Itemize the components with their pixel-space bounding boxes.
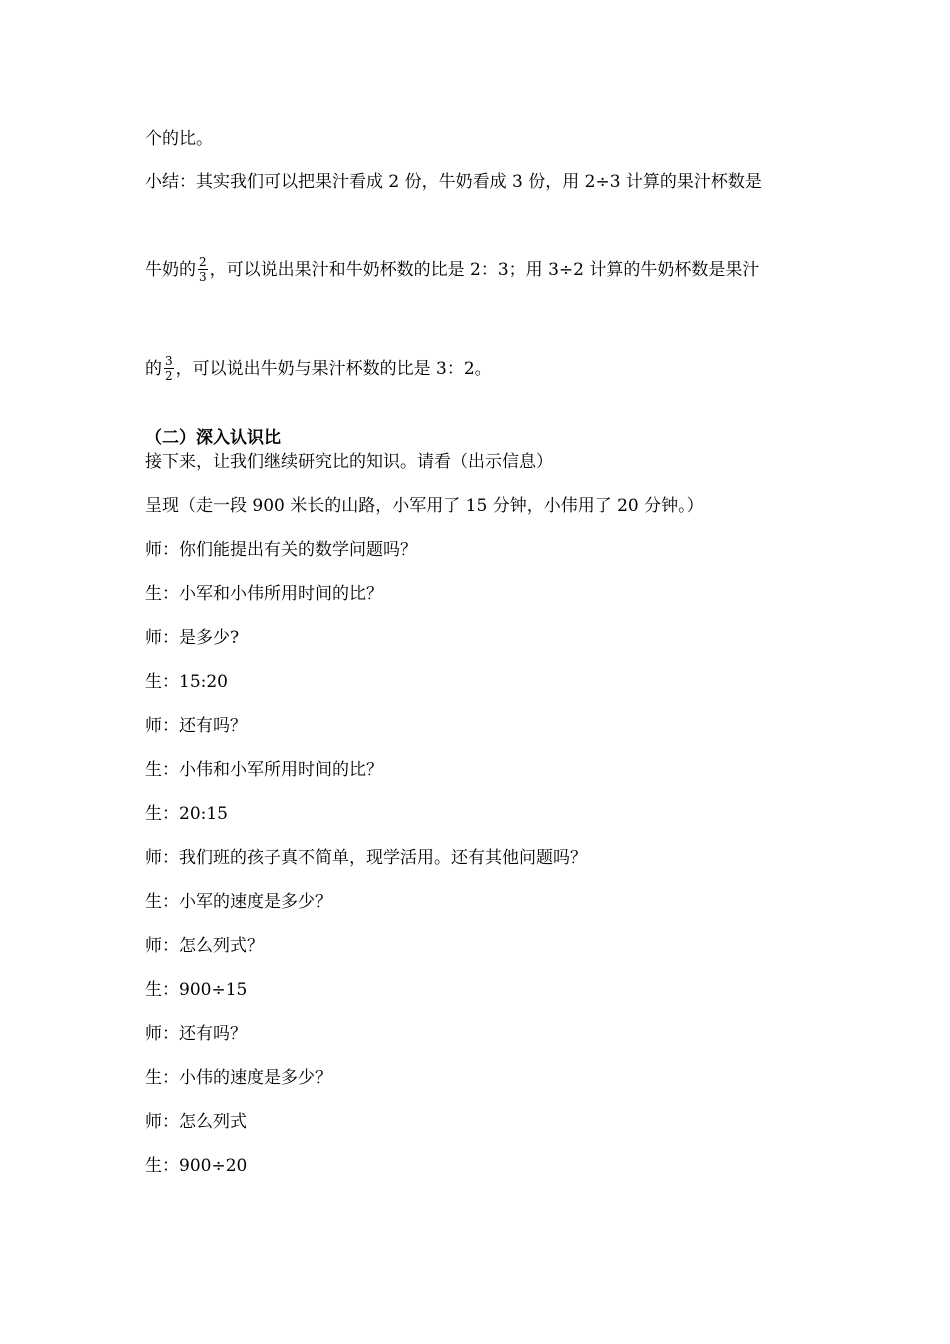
fraction-numerator: 3 xyxy=(165,354,173,368)
summary-line-3-pre: 的 xyxy=(145,359,162,379)
dialogue-line: 师：你们能提出有关的数学问题吗？ xyxy=(145,540,417,560)
dialogue-line: 生：小军的速度是多少？ xyxy=(145,892,332,912)
dialogue-line: 生：小伟的速度是多少？ xyxy=(145,1068,332,1088)
summary-line-1: 小结：其实我们可以把果汁看成 2 份，牛奶看成 3 份，用 2÷3 计算的果汁杯数是 xyxy=(145,172,762,192)
dialogue-line: 生：15:20 xyxy=(145,672,228,692)
summary-line-2 xyxy=(145,256,759,285)
dialogue-line: 师：还有吗？ xyxy=(145,1024,247,1044)
dialogue-line: 师：怎么列式？ xyxy=(145,936,264,956)
summary-line-2-post: ，可以说出果汁和牛奶杯数的比是 2：3；用 3÷2 计算的牛奶杯数是果汁 xyxy=(209,260,760,280)
fraction-two-thirds xyxy=(198,255,208,284)
summary-line-0: 个的比。 xyxy=(145,129,213,149)
section-intro: 接下来，让我们继续研究比的知识。请看（出示信息） xyxy=(145,452,553,472)
fraction-denominator: 2 xyxy=(165,369,173,383)
dialogue-line: 生：20:15 xyxy=(145,804,228,824)
section-present: 呈现（走一段 900 米长的山路，小军用了 15 分钟，小伟用了 20 分钟。） xyxy=(145,496,704,516)
dialogue-line: 生：小军和小伟所用时间的比？ xyxy=(145,584,383,604)
dialogue-line: 师：怎么列式 xyxy=(145,1112,247,1132)
fraction-numerator: 2 xyxy=(199,255,207,269)
summary-line-3 xyxy=(145,355,492,384)
fraction-denominator: 3 xyxy=(199,270,207,284)
dialogue-line: 生：小伟和小军所用时间的比？ xyxy=(145,760,383,780)
dialogue-line: 师：我们班的孩子真不简单，现学活用。还有其他问题吗？ xyxy=(145,848,587,868)
dialogue-line: 师：还有吗？ xyxy=(145,716,247,736)
dialogue-line: 生：900÷20 xyxy=(145,1156,248,1176)
fraction-three-halves xyxy=(164,354,174,383)
summary-line-3-post: ，可以说出牛奶与果汁杯数的比是 3：2。 xyxy=(175,359,492,379)
summary-line-2-pre: 牛奶的 xyxy=(145,260,196,280)
dialogue-line: 师：是多少? xyxy=(145,628,240,648)
dialogue-line: 生：900÷15 xyxy=(145,980,248,1000)
section-heading: （二）深入认识比 xyxy=(145,428,281,448)
